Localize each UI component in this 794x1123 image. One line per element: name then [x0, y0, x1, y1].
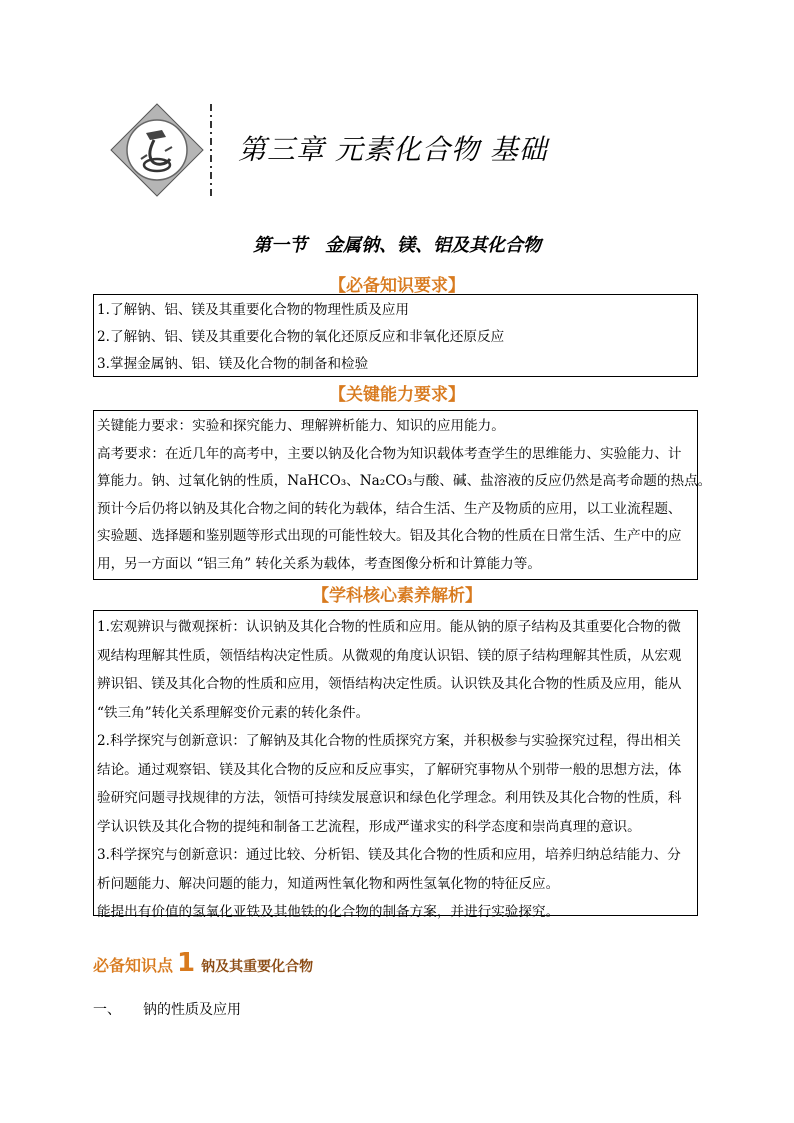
core-literacy-heading: 【学科核心素养解析】 [312, 586, 482, 606]
knowledge-item: 3.掌握金属钠、铝、镁及化合物的制备和检验 [97, 356, 369, 372]
subsection-number: 一、 [93, 1002, 121, 1018]
key-ability-line: 关键能力要求：实验和探究能力、理解辨析能力、知识的应用能力。 [97, 418, 505, 434]
vertical-divider [210, 104, 212, 198]
knowledge-point-header [93, 948, 313, 978]
key-ability-box [93, 410, 712, 580]
key-ability-heading: 【关键能力要求】 [329, 385, 465, 405]
core-literacy-line: 能提出有价值的氢氧化亚铁及其他铁的化合物的制备方案，并进行实验探究。 [97, 904, 560, 920]
key-ability-line: 实验题、选择题和鉴别题等形式出现的可能性较大。铝及其化合物的性质在日常生活、生产中的应 [97, 528, 682, 544]
knowledge-point-title: 钠及其重要化合物 [201, 959, 314, 975]
required-knowledge-box [93, 294, 698, 377]
core-literacy-line: 2.科学探究与创新意识：了解钠及其化合物的性质探究方案，并积极参与实验探究过程，得出相关 [97, 733, 681, 749]
core-literacy-line: 结论。通过观察铝、镁及其化合物的反应和反应事实，了解研究事物从个别带一般的思想方法，体 [97, 761, 682, 778]
key-ability-line: 预计今后仍将以钠及其化合物之间的转化为载体，结合生活、生产及物质的应用，以工业流程题、 [97, 500, 682, 517]
required-knowledge-heading: 【必备知识要求】 [329, 276, 465, 296]
core-literacy-line: 验研究问题寻找规律的方法，领悟可持续发展意识和绿色化学理念。利用铁及其化合物的性质，科 [97, 790, 682, 806]
core-literacy-line: 学认识铁及其化合物的提纯和制备工艺流程，形成严谨求实的科学态度和崇尚真理的意识。 [97, 818, 641, 835]
core-literacy-line: “铁三角”转化关系理解变价元素的转化条件。 [97, 704, 370, 721]
key-ability-line: 高考要求：在近几年的高考中，主要以钠及化合物为知识载体考查学生的思维能力、实验能力、计 [97, 445, 682, 462]
chapter-title: 第三章 元素化合物 基础 [238, 133, 548, 166]
core-literacy-box [93, 610, 698, 920]
knowledge-item: 2.了解钠、铝、镁及其重要化合物的氧化还原反应和非氧化还原反应 [97, 329, 505, 345]
subsection-heading [93, 999, 241, 1019]
subsection-title: 钠的性质及应用 [143, 1002, 241, 1018]
core-literacy-line: 析问题能力、解决问题的能力，知道两性氧化物和两性氢氧化物的特征反应。 [97, 875, 560, 892]
key-ability-line: 用，另一方面以 “铝三角” 转化关系为载体，考查图像分析和计算能力等。 [97, 555, 541, 572]
knowledge-point-label: 必备知识点 [93, 956, 174, 975]
section-title: 第一节 金属钠、镁、铝及其化合物 [253, 235, 541, 256]
core-literacy-line: 3.科学探究与创新意识：通过比较、分析铝、镁及其化合物的性质和应用，培养归纳总结能力、分 [97, 847, 681, 863]
chapter-emblem-icon [110, 103, 204, 197]
key-ability-line: 算能力。钠、过氧化钠的性质，NaHCO₃、Na₂CO₃与酸、碱、盐溶液的反应仍然是高考命题的热点。 [97, 473, 712, 489]
core-literacy-line: 辨识铝、镁及其化合物的性质和应用，领悟结构决定性质。认识铁及其化合物的性质及应用，能从 [97, 676, 682, 692]
knowledge-point-number: 1 [177, 948, 196, 978]
core-literacy-line: 观结构理解其性质，领悟结构决定性质。从微观的角度认识铝、镁的原子结构理解其性质，从宏观 [97, 647, 682, 664]
knowledge-item: 1.了解钠、铝、镁及其重要化合物的物理性质及应用 [97, 302, 410, 318]
core-literacy-line: 1.宏观辨识与微观探析：认识钠及其化合物的性质和应用。能从钠的原子结构及其重要化合物的微 [97, 619, 681, 635]
